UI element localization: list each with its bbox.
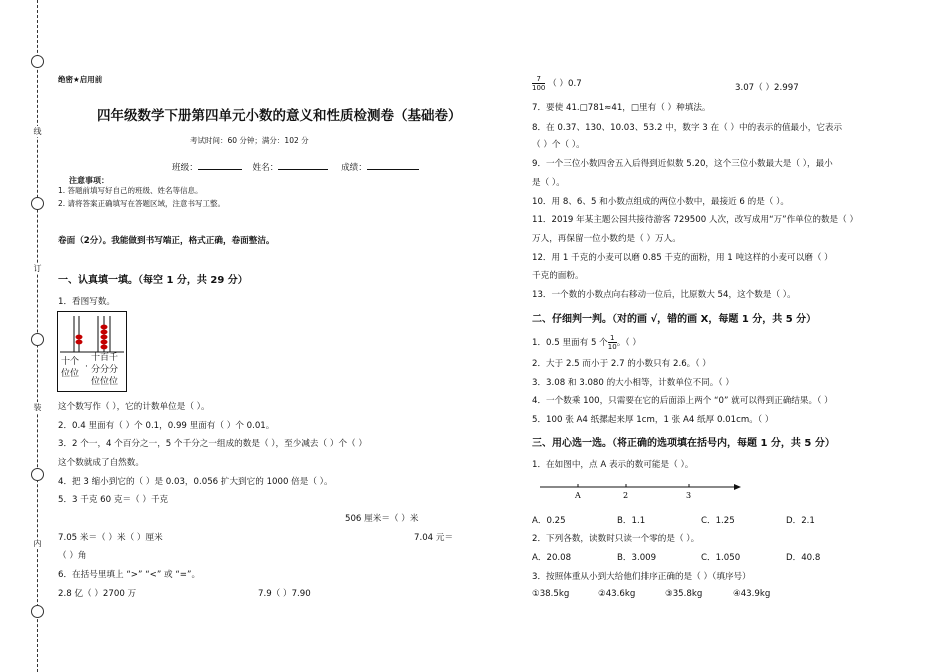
judge-3: 3．3.08 和 3.080 的大小相等，计数单位不同。（ ） bbox=[532, 378, 734, 388]
number-line bbox=[538, 477, 743, 499]
section3-title: 三、用心选一选。（将正确的选项填在括号内，每题 1 分，共 5 分） bbox=[532, 438, 835, 449]
question-10: 10．用 8、6、5 和小数点组成的两位小数中，最接近 6 的是（ ）。 bbox=[532, 197, 790, 207]
score-label: 成绩： bbox=[341, 163, 367, 173]
class-field[interactable] bbox=[198, 160, 242, 170]
binding-margin bbox=[0, 0, 50, 672]
choice-1-option-a: A．0.25 bbox=[532, 516, 566, 526]
margin-label: 内 bbox=[31, 538, 44, 549]
compare-b: 3.07（ ）2.997 bbox=[735, 83, 799, 93]
abacus-label-row: 位位 bbox=[61, 369, 80, 379]
choice-1: 1．在如图中，点 A 表示的数可能是（ ）。 bbox=[532, 460, 694, 470]
abacus-right-labels bbox=[91, 352, 118, 388]
fraction bbox=[608, 334, 617, 351]
choice-3-item-2: ②43.6kg bbox=[598, 589, 636, 599]
question-1-answer: 这个数写作（ ），它的计数单位是（ ）。 bbox=[58, 402, 210, 412]
question-5: 5．3 千克 60 克＝（ ）千克 bbox=[58, 495, 169, 505]
secret-label: 绝密★启用前 bbox=[58, 75, 103, 84]
binding-hole bbox=[31, 333, 44, 346]
notes-item: 2. 请将答案正确填写在答题区域，注意书写工整。 bbox=[58, 199, 226, 208]
section2-title: 二、仔细判一判。（对的画 √，错的画 X，每题 1 分，共 5 分） bbox=[532, 314, 817, 325]
question-11: 11．2019 年某主题公园共接待游客 729500 人次，改写成用“万”作单位的数是（ ） bbox=[532, 215, 859, 225]
name-label: 姓名： bbox=[252, 163, 279, 173]
binding-hole bbox=[31, 55, 44, 68]
question-6: 6．在括号里填上 “>” “<” 或 “=”。 bbox=[58, 570, 201, 580]
tick-label-2: 2 bbox=[623, 491, 629, 499]
question-9: 9．一个三位小数四舍五入后得到近似数 5.20，这个三位小数最大是（ ），最小 bbox=[532, 159, 833, 169]
abacus-label-row: 位位位 bbox=[91, 377, 119, 387]
choice-3: 3．按照体重从小到大给他们排序正确的是（ ）（填序号） bbox=[532, 572, 751, 582]
choice-3-item-4: ④43.9kg bbox=[733, 589, 771, 599]
question-5-c: 7.05 米＝（ ）米（ ）厘米 bbox=[58, 533, 163, 543]
question-3-cont: 这个数就成了自然数。 bbox=[58, 458, 144, 468]
binding-hole bbox=[31, 197, 44, 210]
question-5-b: 506 厘米＝（ ）米 bbox=[345, 514, 419, 524]
judge-2: 2．大于 2.5 而小于 2.7 的小数只有 2.6。（ ） bbox=[532, 359, 711, 369]
tick-label-3: 3 bbox=[686, 491, 692, 499]
fraction-denominator: 10 bbox=[607, 343, 617, 351]
question-3: 3．2 个一，4 个百分之一，5 个千分之一组成的数是（ ），至少减去（ ）个（ ） bbox=[58, 439, 367, 449]
score-field[interactable] bbox=[367, 160, 419, 170]
fraction-numerator: 7 bbox=[532, 75, 545, 84]
choice-3-item-1: ①38.5kg bbox=[532, 589, 570, 599]
class-label: 班级： bbox=[172, 163, 198, 173]
choice-2-option-d: D．40.8 bbox=[786, 553, 821, 563]
question-4: 4．把 3 缩小到它的（ ）是 0.03，0.056 扩大到它的 1000 倍是（ ）。 bbox=[58, 477, 333, 487]
abacus-figure bbox=[57, 311, 127, 392]
question-8-cont: （ ）个（ ）。 bbox=[532, 140, 585, 150]
question-9-cont: 是（ ）。 bbox=[532, 178, 565, 188]
choice-2: 2．下列各数，读数时只读一个零的是（ ）。 bbox=[532, 534, 700, 544]
exam-info: 考试时间：60 分钟；满分：102 分 bbox=[190, 136, 309, 145]
section1-title: 一、认真填一填。（每空 1 分，共 29 分） bbox=[58, 275, 248, 286]
abacus-dot: · bbox=[85, 362, 88, 372]
abacus-label-row: 十个 bbox=[61, 357, 80, 367]
fraction-denominator: 100 bbox=[532, 84, 546, 92]
question-5-d: 7.04 元＝ bbox=[414, 533, 454, 543]
abacus-label-row: 分分分 bbox=[91, 365, 119, 375]
question-11-cont: 万人，再保留一位小数约是（ ）万人。 bbox=[532, 234, 681, 244]
question-7: 7．要使 41.□781≈41，□里有（ ）种填法。 bbox=[532, 103, 711, 113]
notes-item: 1. 答题前填写好自己的班级、姓名等信息。 bbox=[58, 186, 203, 195]
choice-2-option-c: C．1.050 bbox=[701, 553, 741, 563]
notes-title: 注意事项： bbox=[69, 176, 109, 185]
choice-1-option-d: D．2.1 bbox=[786, 516, 815, 526]
judge-4: 4．一个数乘 100，只需要在它的后面添上两个 “0” 就可以得到正确结果。（ ） bbox=[532, 396, 833, 406]
choice-3-item-3: ③35.8kg bbox=[665, 589, 703, 599]
question-6-b: 7.9（ ）7.90 bbox=[258, 589, 311, 599]
question-12-cont: 千克的面粉。 bbox=[532, 271, 584, 281]
question-6-a: 2.8 亿（ ）2700 万 bbox=[58, 589, 137, 599]
question-13: 13．一个数的小数点向右移动一位后，比原数大 54，这个数是（ ）。 bbox=[532, 290, 796, 300]
question-2: 2．0.4 里面有（ ）个 0.1，0.99 里面有（ ）个 0.01。 bbox=[58, 421, 275, 431]
student-info bbox=[172, 160, 419, 173]
margin-label: 线 bbox=[31, 126, 44, 137]
name-field[interactable] bbox=[278, 160, 328, 170]
choice-2-option-b: B．3.009 bbox=[617, 553, 657, 563]
point-a-label: A bbox=[575, 491, 581, 499]
compare-a: （ ）0.7 bbox=[548, 79, 582, 89]
fraction bbox=[532, 75, 545, 92]
judge-1 bbox=[532, 334, 641, 351]
margin-label: 装 bbox=[31, 402, 44, 413]
fraction-numerator: 1 bbox=[608, 334, 617, 343]
margin-label: 订 bbox=[31, 263, 44, 274]
choice-1-option-b: B．1.1 bbox=[617, 516, 646, 526]
page-title: 四年级数学下册第四单元小数的意义和性质检测卷（基础卷） bbox=[97, 108, 462, 124]
question-8: 8．在 0.37、130、10.03、53.2 中，数字 3 在（ ）中的表示的值最小，它表示 bbox=[532, 123, 843, 133]
compare-row bbox=[532, 75, 582, 92]
question-1: 1．看图写数。 bbox=[58, 297, 116, 307]
judge-1-blank: 。（ ） bbox=[616, 338, 641, 348]
binding-hole bbox=[31, 468, 44, 481]
judge-1-text: 1．0.5 里面有 5 个 bbox=[532, 338, 608, 348]
choice-1-option-c: C．1.25 bbox=[701, 516, 735, 526]
abacus-left-labels bbox=[61, 356, 79, 380]
neatness-note: 卷面（2分）。我能做到书写端正，格式正确，卷面整洁。 bbox=[58, 236, 275, 246]
judge-5: 5．100 张 A4 纸摞起来厚 1cm，1 张 A4 纸厚 0.01cm。（ ） bbox=[532, 415, 774, 425]
question-12: 12．用 1 千克的小麦可以磨 0.85 千克的面粉，用 1 吨这样的小麦可以磨（ ） bbox=[532, 253, 833, 263]
question-5-e: （ ）角 bbox=[58, 551, 87, 561]
abacus-label-row: 十百千 bbox=[91, 353, 119, 363]
choice-2-option-a: A．20.08 bbox=[532, 553, 572, 563]
binding-hole bbox=[31, 605, 44, 618]
